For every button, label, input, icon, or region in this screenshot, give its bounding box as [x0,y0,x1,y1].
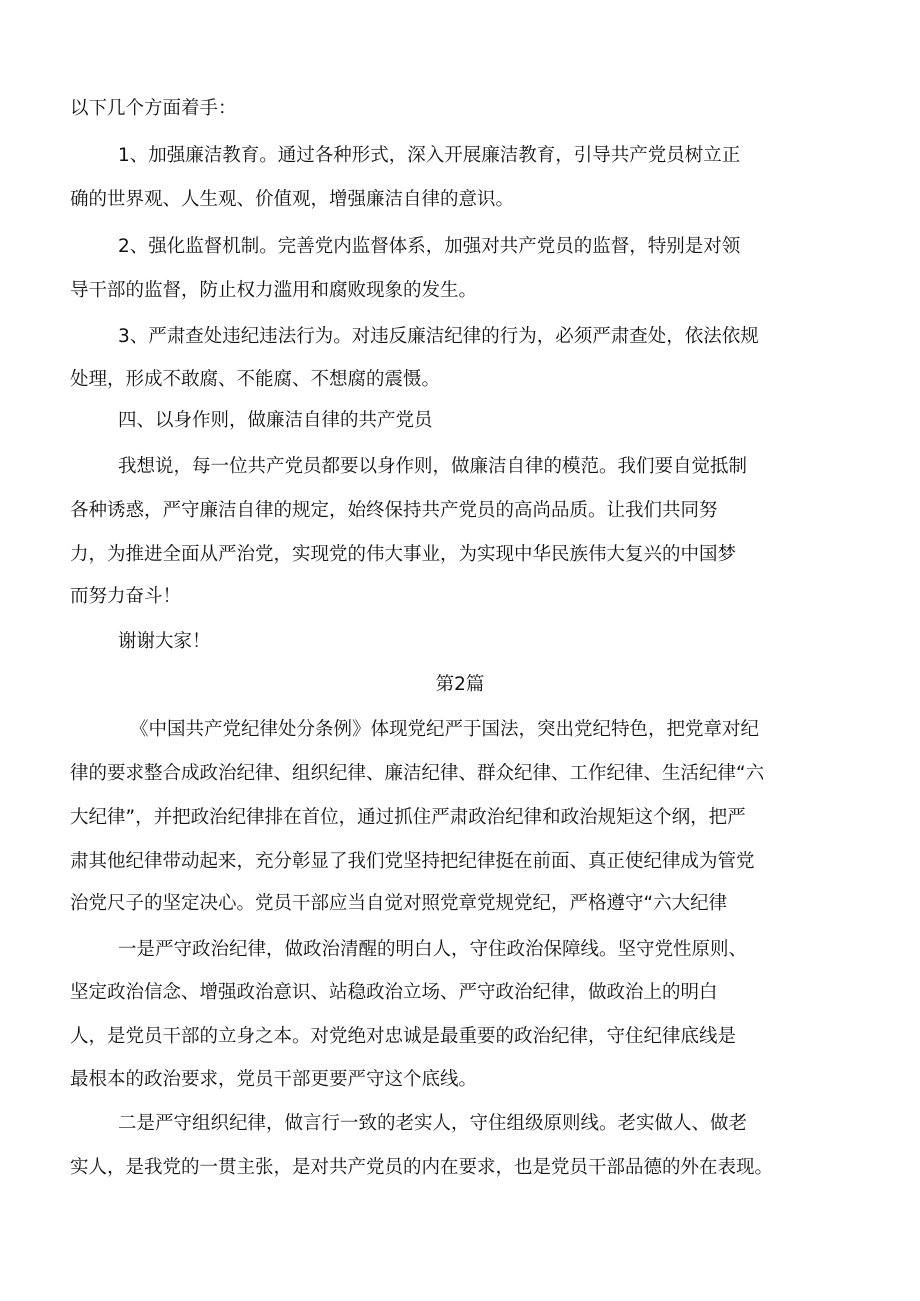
text-line: 一是严守政治纪律，做政治清醒的明白人，守住政治保障线。坚守党性原则、 [118,939,748,960]
text-line: 以下几个方面着手： [70,98,237,119]
text-line: 二是严守组织纪律，做言行一致的老实人，守住组级原则线。老实做人、做老 [118,1113,748,1134]
text-line: 3、严肃查处违纪违法行为。对违反廉洁纪律的行为，必须严肃查处，依法依规 [118,326,759,347]
text-line: 治党尺子的坚定决心。党员干部应当自觉对照党章党规党纪，严格遵守“六大纪律 [70,893,728,914]
chapter-title: 第2篇 [435,674,485,695]
text-line: 律的要求整合成政治纪律、组织纪律、廉洁纪律、群众纪律、工作纪律、生活纪律“六 [70,763,765,784]
text-line: 确的世界观、人生观、价值观，增强廉洁自律的意识。 [70,189,515,210]
text-line: 大纪律”，并把政治纪律排在首位，通过抓住严肃政治纪律和政治规矩这个纲，把严 [70,807,746,828]
text-line: 1、加强廉洁教育。通过各种形式，深入开展廉洁教育，引导共产党员树立正 [118,145,741,166]
text-line: 人，是党员干部的立身之本。对党绝对忠诚是最重要的政治纪律，守住纪律底线是 [70,1026,737,1047]
text-line: 《中国共产党纪律处分条例》体现党纪严于国法，突出党纪特色，把党章对纪 [130,719,760,740]
text-line: 导干部的监督，防止权力滥用和腐败现象的发生。 [70,280,478,301]
text-line: 谢谢大家！ [118,631,211,652]
text-line: 各种诱惑，严守廉洁自律的规定，始终保持共产党员的高尚品质。让我们共同努 [70,500,718,521]
text-line: 处理，形成不敢腐、不能腐、不想腐的震慑。 [70,369,441,390]
text-line: 力，为推进全面从严治党，实现党的伟大事业，为实现中华民族伟大复兴的中国梦 [70,544,737,565]
text-line: 2、强化监督机制。完善党内监督体系，加强对共产党员的监督，特别是对领 [118,236,741,257]
text-line: 实人，是我党的一贯主张，是对共产党员的内在要求，也是党员干部品德的外在表现。 [70,1157,774,1178]
text-line: 肃其他纪律带动起来，充分彰显了我们党坚持把纪律挺在前面、真正使纪律成为管党 [70,851,755,872]
text-line: 而努力奋斗！ [70,586,182,607]
section-heading: 四、以身作则，做廉洁自律的共产党员 [118,410,433,431]
text-line: 坚定政治信念、增强政治意识、站稳政治立场、严守政治纪律，做政治上的明白 [70,982,718,1003]
text-line: 我想说，每一位共产党员都要以身作则，做廉洁自律的模范。我们要自觉抵制 [118,456,748,477]
text-line: 最根本的政治要求，党员干部更要严守这个底线。 [70,1069,478,1090]
